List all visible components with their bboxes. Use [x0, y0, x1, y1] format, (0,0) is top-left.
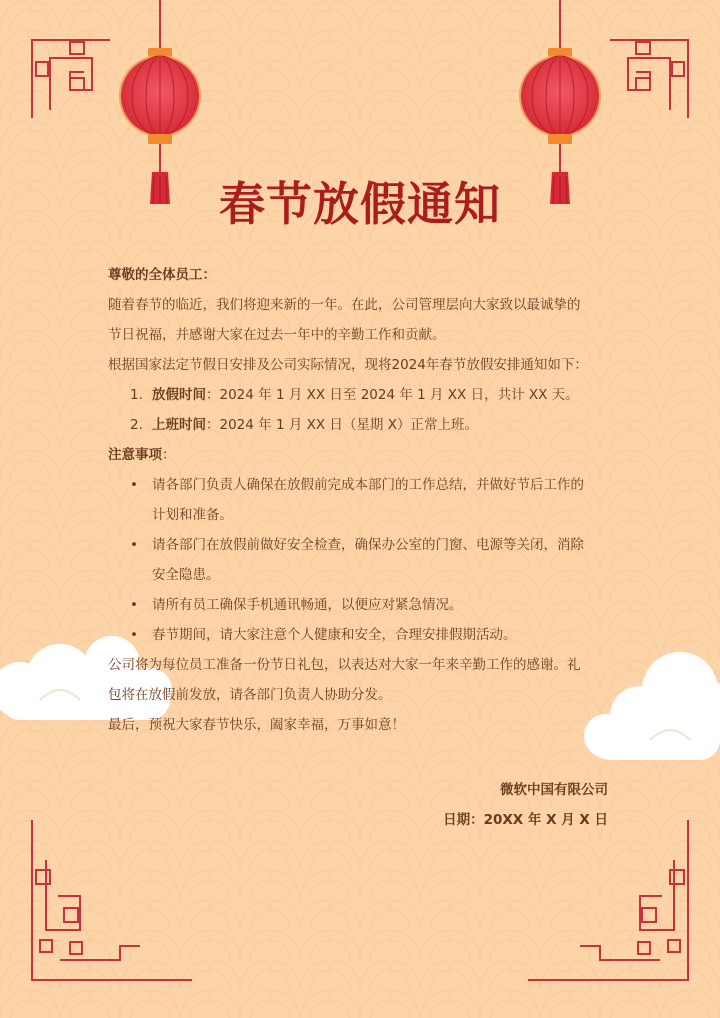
notes-heading: 注意事项 — [108, 447, 162, 463]
notes-heading-colon: ： — [162, 447, 176, 463]
holiday-item-label: 上班时间 — [152, 417, 206, 433]
intro-line-2: 节日祝福，并感谢大家在过去一年中的辛勤工作和贡献。 — [108, 327, 446, 343]
closing-line: 最后，预祝大家春节快乐，阖家幸福，万事如意！ — [108, 717, 405, 733]
intro-line-1: 随着春节的临近，我们将迎来新的一年。在此，公司管理层向大家致以最诚挚的 — [108, 297, 581, 313]
holiday-item — [108, 380, 618, 410]
note-item — [108, 470, 618, 530]
note-line-1: 请各部门在放假前做好安全检查，确保办公室的门窗、电源等关闭，消除 — [152, 537, 584, 553]
note-line-2: 计划和准备。 — [152, 507, 233, 523]
holiday-item — [108, 410, 618, 440]
note-line-1: 春节期间，请大家注意个人健康和安全，合理安排假期活动。 — [152, 627, 517, 643]
holiday-item-text: ：2024 年 1 月 XX 日至 2024 年 1 月 XX 日，共计 XX 天。 — [206, 387, 579, 403]
notice-title: 春节放假通知 — [219, 177, 501, 231]
notes-heading-line — [108, 440, 618, 470]
gift-line-1: 公司将为每位员工准备一份节日礼包，以表达对大家一年来辛勤工作的感谢。礼 — [108, 657, 581, 673]
holiday-item-text: ：2024 年 1 月 XX 日（星期 X）正常上班。 — [206, 417, 478, 433]
note-line-2: 安全隐患。 — [152, 567, 220, 583]
holiday-item-number: 2. — [130, 417, 143, 433]
bullet-icon: • — [130, 537, 138, 553]
notes-list — [108, 470, 618, 650]
note-item — [108, 590, 618, 620]
notice-date: 日期：20XX 年 X 月 X 日 — [443, 812, 608, 828]
holiday-item-label: 放假时间 — [152, 387, 206, 403]
bullet-icon: • — [130, 597, 138, 613]
policy-line: 根据国家法定节假日安排及公司实际情况，现将2024年春节放假安排通知如下： — [108, 357, 588, 373]
company-name: 微软中国有限公司 — [500, 782, 608, 798]
note-line-1: 请各部门负责人确保在放假前完成本部门的工作总结，并做好节后工作的 — [152, 477, 584, 493]
note-line-1: 请所有员工确保手机通讯畅通，以便应对紧急情况。 — [152, 597, 463, 613]
bullet-icon: • — [130, 627, 138, 643]
holiday-schedule-list — [108, 380, 618, 440]
notice-body — [108, 260, 618, 740]
note-item — [108, 620, 618, 650]
holiday-item-number: 1. — [130, 387, 143, 403]
gift-line-2: 包将在放假前发放，请各部门负责人协助分发。 — [108, 687, 392, 703]
note-item — [108, 530, 618, 590]
salutation: 尊敬的全体员工： — [108, 267, 216, 283]
bullet-icon: • — [130, 477, 138, 493]
